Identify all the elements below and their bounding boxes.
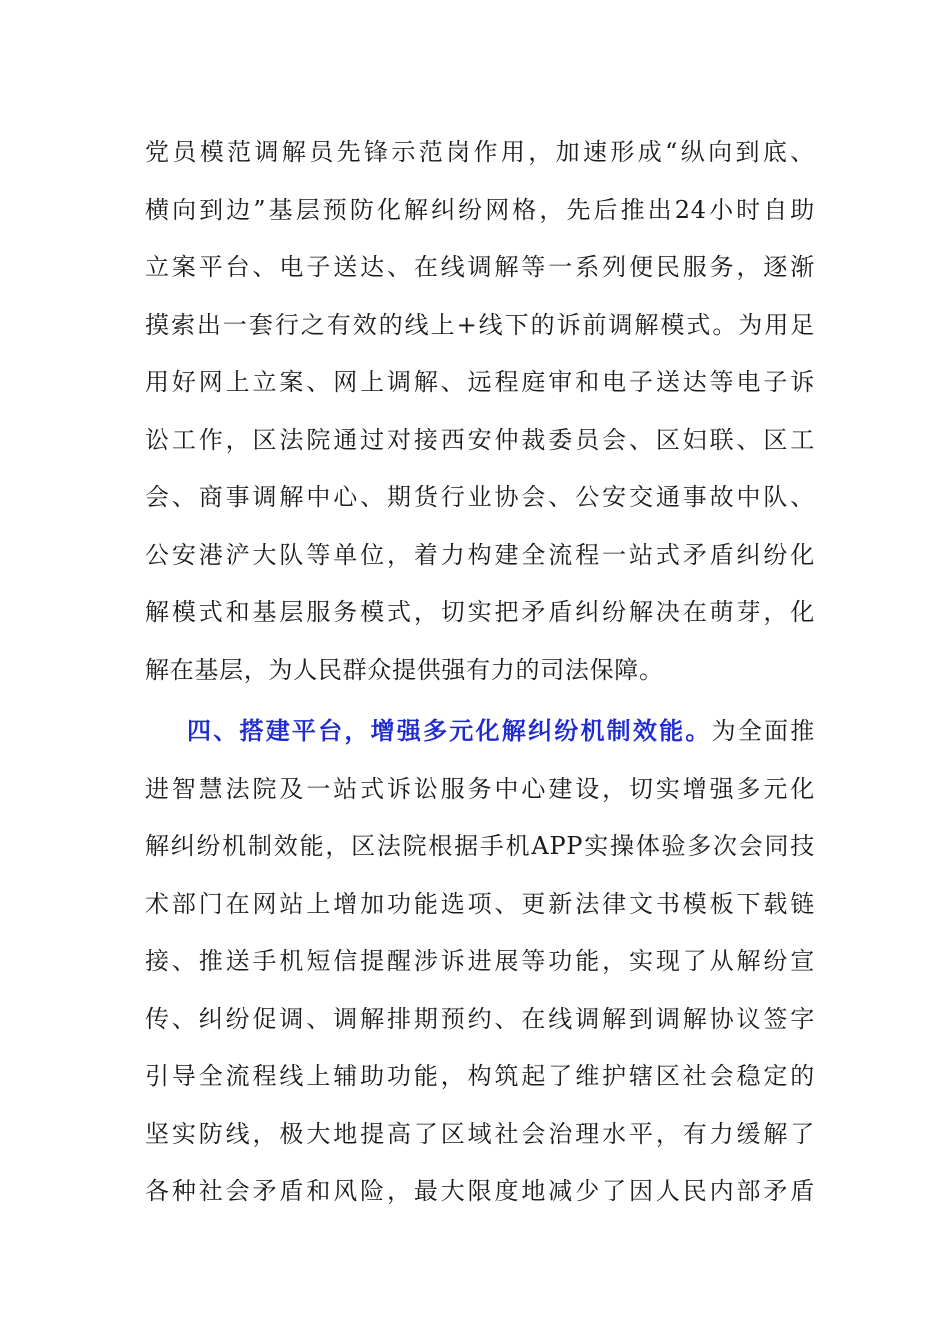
text-line: 坚实防线，极大地提高了区域社会治理水平，有力缓解了	[145, 1119, 815, 1148]
text-line-last: 解在基层，为人民群众提供强有力的司法保障。	[145, 655, 664, 684]
text-line: 用好网上立案、网上调解、远程庭审和电子送达等电子诉	[145, 368, 815, 396]
text-line: 讼工作，区法院通过对接西安仲裁委员会、区妇联、区工	[145, 425, 815, 454]
paragraph-2	[145, 703, 815, 1221]
text-line: 党员模范调解员先锋示范岗作用，加速形成“纵向到底、	[145, 138, 815, 166]
text-line: 进智慧法院及一站式诉讼服务中心建设，切实增强多元化	[145, 774, 815, 803]
text-line: 接、推送手机短信提醒涉诉进展等功能，实现了从解纷宣	[145, 947, 815, 975]
text-line: 各种社会矛盾和风险，最大限度地减少了因人民内部矛盾	[145, 1177, 815, 1205]
text-line: 术部门在网站上增加功能选项、更新法律文书模板下载链	[145, 889, 815, 918]
text-line: 立案平台、电子送达、在线调解等一系列便民服务，逐渐	[145, 253, 815, 281]
text-line: 公安港浐大队等单位，着力构建全流程一站式矛盾纠纷化	[145, 540, 815, 569]
section-heading: 四、搭建平台，增强多元化解纠纷机制效能。	[187, 717, 712, 745]
paragraph-1	[145, 124, 815, 699]
text-line: 摸索出一套行之有效的线上+线下的诉前调解模式。为用足	[145, 310, 815, 339]
text-line: 解纠纷机制效能，区法院根据手机APP实操体验多次会同技	[145, 832, 815, 860]
paragraph-2-first-line	[145, 703, 815, 761]
text-line: 会、商事调解中心、期货行业协会、公安交通事故中队、	[145, 483, 815, 511]
text-line: 横向到边”基层预防化解纠纷网格，先后推出24小时自助	[145, 195, 815, 224]
text-line: 解模式和基层服务模式，切实把矛盾纠纷解决在萌芽，化	[145, 598, 815, 626]
text-line: 传、纠纷促调、调解排期预约、在线调解到调解协议签字	[145, 1004, 815, 1033]
text-line: 引导全流程线上辅助功能，构筑起了维护辖区社会稳定的	[145, 1062, 815, 1090]
heading-continuation: 为全面推	[711, 717, 815, 745]
